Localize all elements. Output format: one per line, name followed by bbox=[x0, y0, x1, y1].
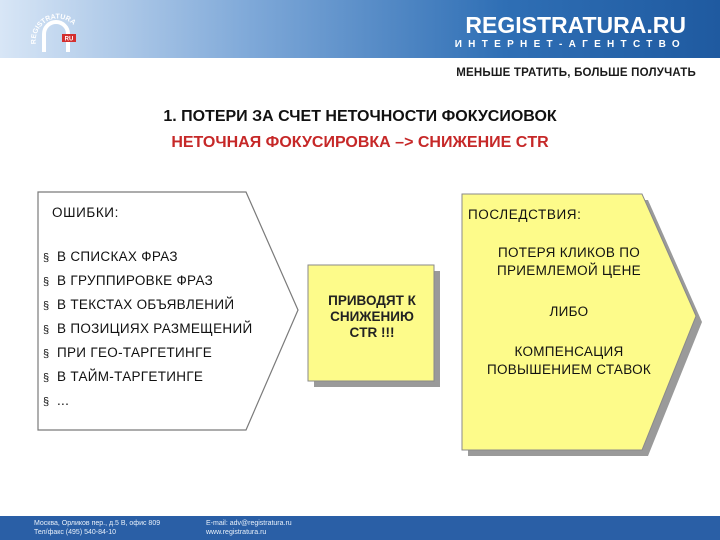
list-item: § В ТАЙМ-ТАРГЕТИНГЕ bbox=[43, 369, 204, 384]
list-item: § ПРИ ГЕО-ТАРГЕТИНГЕ bbox=[43, 345, 213, 360]
compensation-text: КОМПЕНСАЦИЯ ПОВЫШЕНИЕМ СТАВОК bbox=[486, 344, 652, 377]
slogan: МЕНЬШЕ ТРАТИТЬ, БОЛЬШЕ ПОЛУЧАТЬ bbox=[456, 67, 696, 79]
svg-text:RU: RU bbox=[64, 36, 74, 43]
footer bbox=[0, 516, 720, 540]
consequences-heading: ПОСЛЕДСТВИЯ: bbox=[468, 207, 582, 222]
errors-heading: ОШИБКИ: bbox=[52, 205, 119, 220]
footer-website[interactable]: www.registratura.ru bbox=[206, 529, 267, 536]
slide-subtitle: НЕТОЧНАЯ ФОКУСИРОВКА –> СНИЖЕНИЕ CTR bbox=[171, 134, 549, 151]
brand-subtitle: ИНТЕРНЕТ-АГЕНТСТВО bbox=[454, 39, 686, 50]
list-item: § В ПОЗИЦИЯХ РАЗМЕЩЕНИЙ bbox=[43, 321, 253, 336]
footer-phone: Тел/факс (495) 540-84-10 bbox=[34, 529, 117, 536]
list-item: § В ТЕКСТАХ ОБЪЯВЛЕНИЙ bbox=[43, 297, 235, 312]
footer-email[interactable]: E-mail: adv@registratura.ru bbox=[206, 520, 292, 527]
loss-of-clicks-text: ПОТЕРЯ КЛИКОВ ПО ПРИЕМЛЕМОЙ ЦЕНЕ bbox=[497, 245, 641, 278]
list-item: § ... bbox=[43, 393, 70, 408]
footer-address: Москва, Орликов пер., д.5 В, офис 809 bbox=[34, 520, 161, 527]
slide-title: 1. ПОТЕРИ ЗА СЧЕТ НЕТОЧНОСТИ ФОКУСИОВОК bbox=[163, 108, 557, 125]
or-text: ЛИБО bbox=[549, 304, 589, 319]
svg-text:REGISTRATURA: REGISTRATURA bbox=[30, 13, 77, 45]
list-item: § В СПИСКАХ ФРАЗ bbox=[43, 249, 178, 264]
brand-name: REGISTRATURA.RU bbox=[465, 12, 686, 38]
list-item: § В ГРУППИРОВКЕ ФРАЗ bbox=[43, 273, 214, 288]
middle-box-text: ПРИВОДЯТ К СНИЖЕНИЮ CTR !!! bbox=[328, 293, 416, 340]
errors-list bbox=[43, 245, 252, 413]
